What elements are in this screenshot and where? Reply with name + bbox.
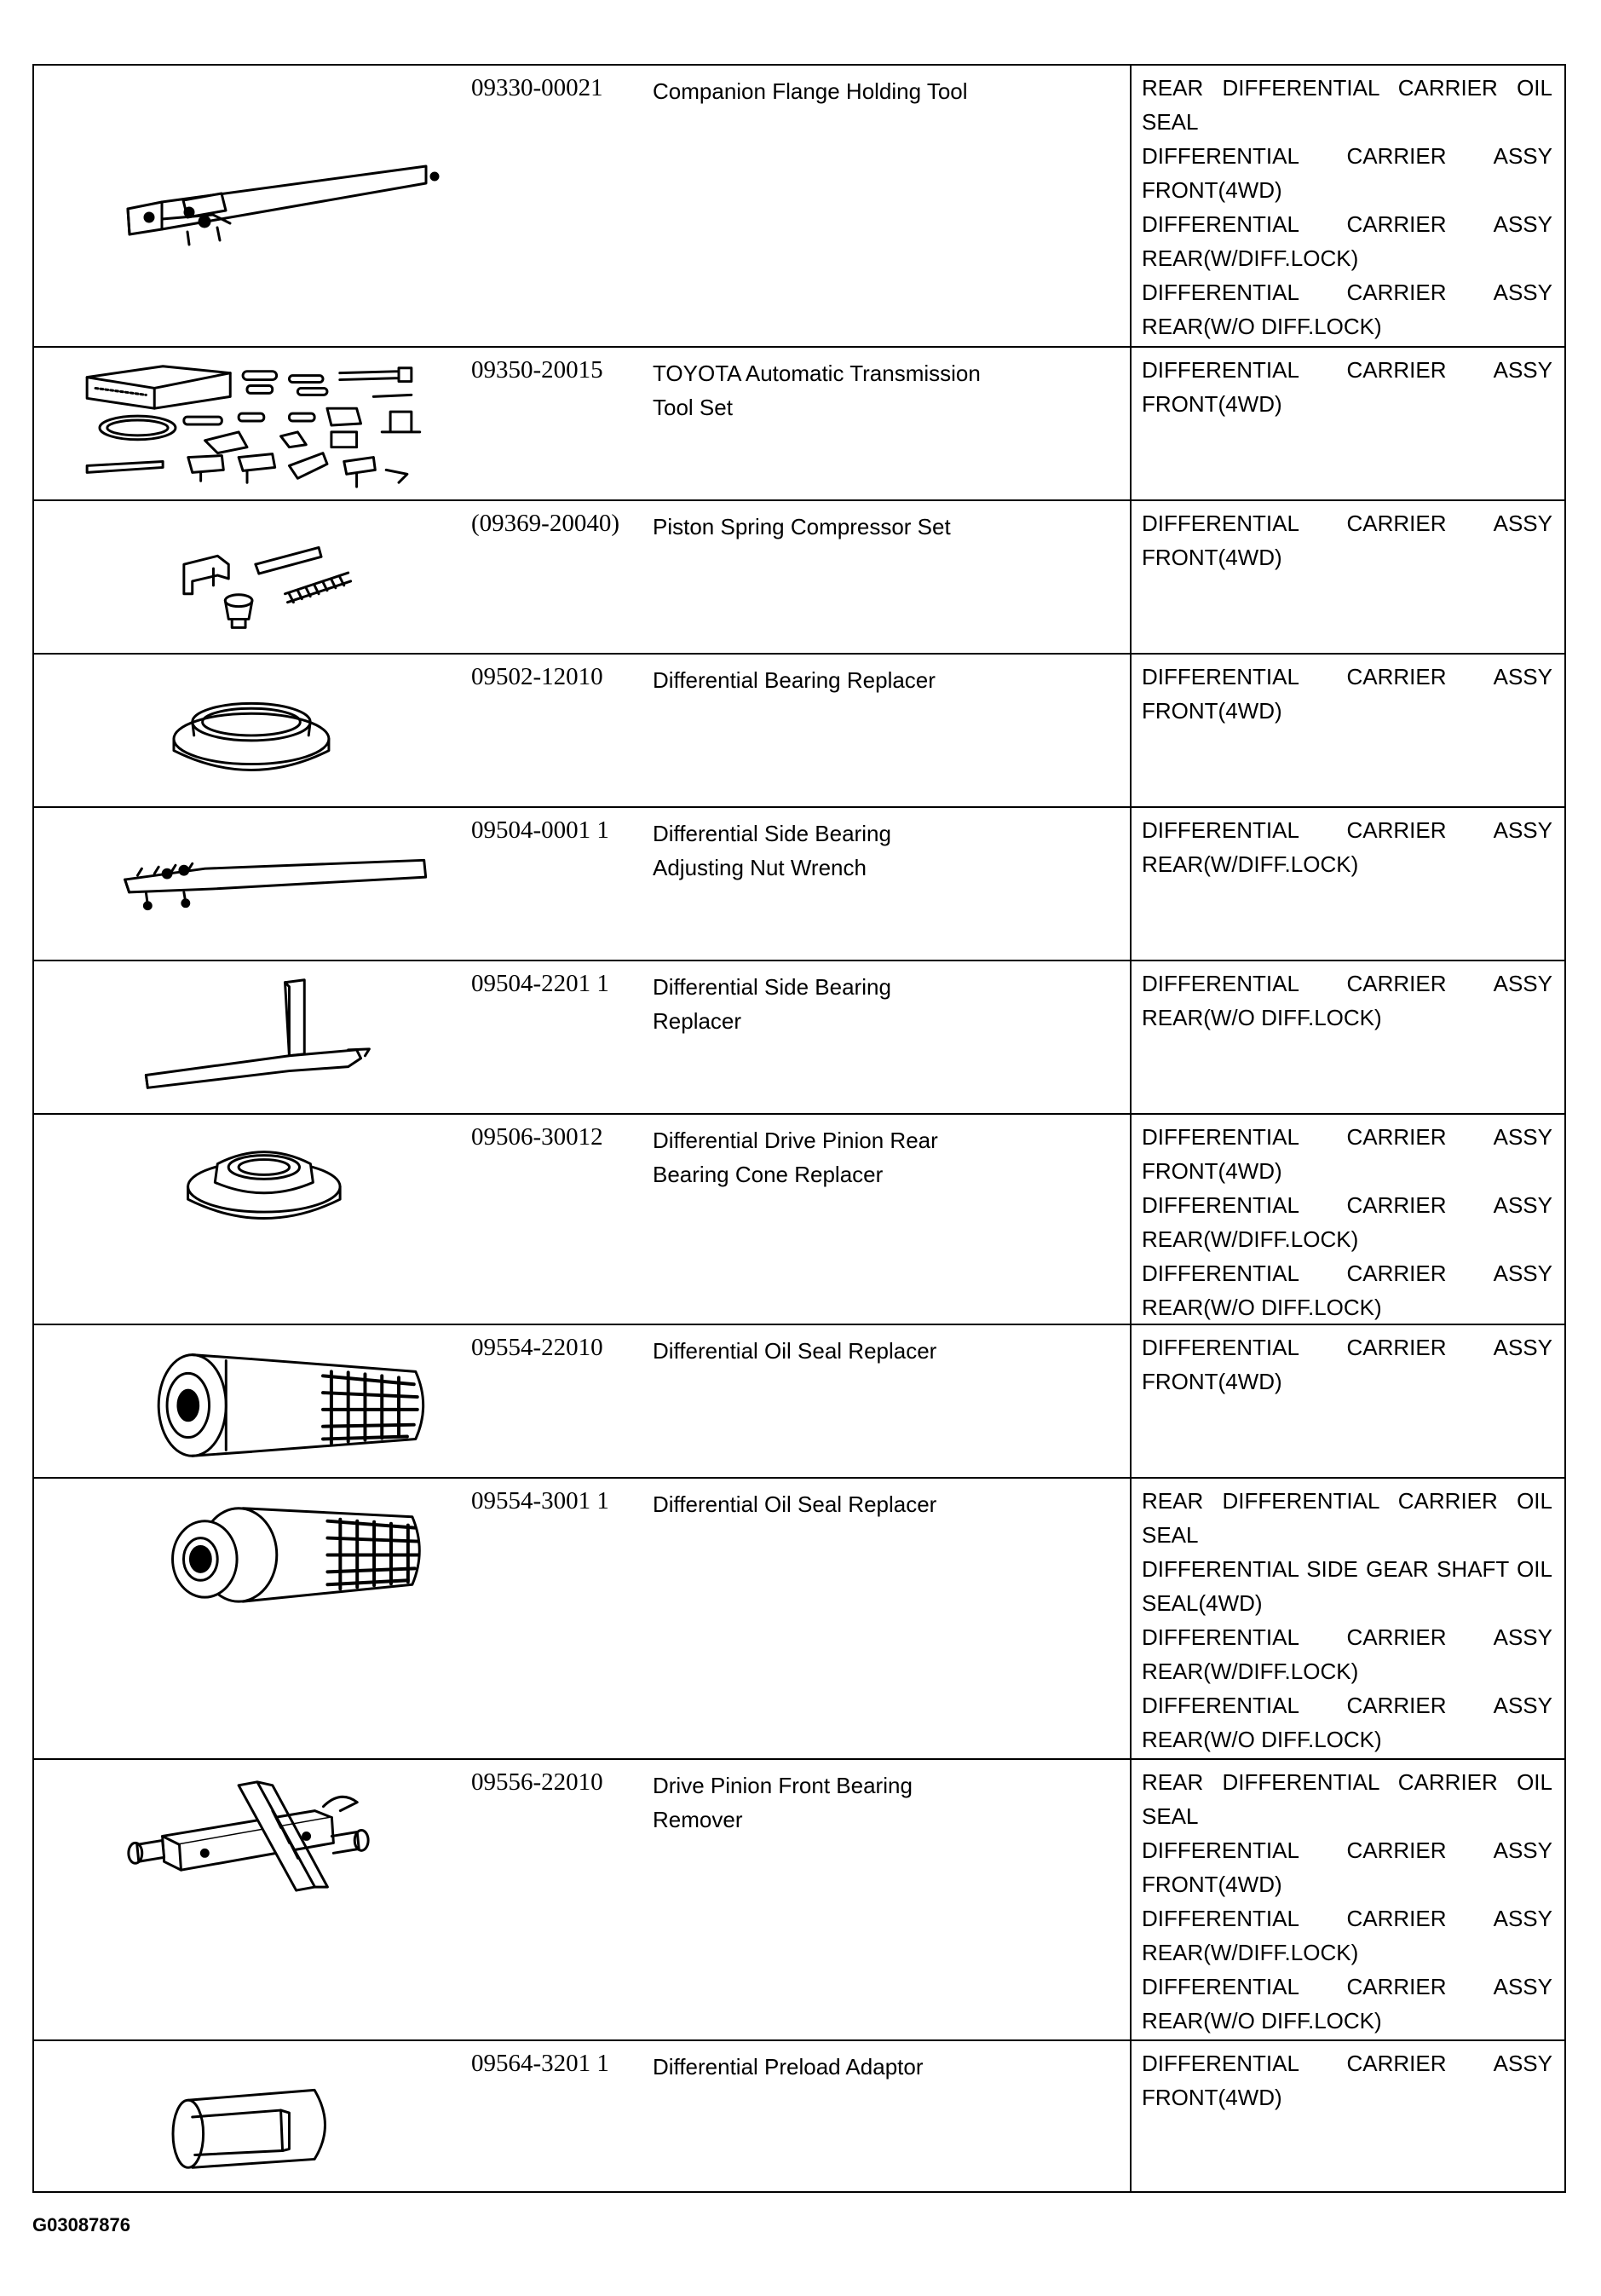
applicable-item: REAR DIFFERENTIAL CARRIER OIL SEAL bbox=[1142, 1769, 1552, 1829]
adjusting-nut-wrench-icon bbox=[34, 808, 463, 960]
applicable-item: REAR DIFFERENTIAL CARRIER OIL SEAL bbox=[1142, 75, 1552, 135]
illustration-cell bbox=[34, 348, 463, 499]
tool-name bbox=[646, 66, 1130, 346]
illustration-cell bbox=[34, 961, 463, 1113]
applicable-item: DIFFERENTIAL CARRIER ASSY FRONT(4WD) bbox=[1142, 1335, 1552, 1394]
applicable-item: DIFFERENTIAL SIDE GEAR SHAFT OIL SEAL(4WD) bbox=[1142, 1556, 1552, 1616]
applicable-item: DIFFERENTIAL CARRIER ASSY FRONT(4WD) bbox=[1142, 1124, 1552, 1184]
applicable-item: DIFFERENTIAL CARRIER ASSY REAR(W/O DIFF.LOCK) bbox=[1142, 971, 1552, 1030]
tool-name bbox=[646, 1760, 1130, 2039]
tool-name-line: Drive Pinion Front Bearing bbox=[653, 1773, 913, 1798]
applicable-item: REAR DIFFERENTIAL CARRIER OIL SEAL bbox=[1142, 1488, 1552, 1548]
applicable-section bbox=[1130, 501, 1564, 653]
applicable-section bbox=[1130, 348, 1564, 499]
illustration-cell bbox=[34, 1115, 463, 1324]
part-number: 09502-12010 bbox=[471, 663, 603, 690]
tool-name bbox=[646, 961, 1130, 1113]
side-bearing-replacer-icon bbox=[34, 961, 463, 1113]
tool-row bbox=[34, 2039, 1564, 2191]
tool-row bbox=[34, 806, 1564, 960]
tool-name bbox=[646, 501, 1130, 653]
illustration-cell bbox=[34, 501, 463, 653]
illustration-cell bbox=[34, 1325, 463, 1477]
part-number: 09554-3001 1 bbox=[471, 1487, 609, 1514]
applicable-item: DIFFERENTIAL CARRIER ASSY REAR(W/O DIFF.LOCK) bbox=[1142, 280, 1552, 339]
part-number: 09350-20015 bbox=[471, 356, 603, 384]
tool-name-line: TOYOTA Automatic Transmission bbox=[653, 361, 981, 386]
applicable-item: DIFFERENTIAL CARRIER ASSY FRONT(4WD) bbox=[1142, 357, 1552, 417]
tool-set-icon bbox=[34, 348, 463, 499]
tool-name bbox=[646, 808, 1130, 960]
bearing-remover-icon bbox=[34, 1760, 463, 2039]
applicable-section bbox=[1130, 1760, 1564, 2039]
applicable-item: DIFFERENTIAL CARRIER ASSY REAR(W/O DIFF.LOCK) bbox=[1142, 1260, 1552, 1320]
applicable-item: DIFFERENTIAL CARRIER ASSY REAR(W/DIFF.LOCK) bbox=[1142, 817, 1552, 877]
oil-seal-replacer-icon bbox=[34, 1325, 463, 1477]
applicable-item: DIFFERENTIAL CARRIER ASSY REAR(W/DIFF.LOCK) bbox=[1142, 211, 1552, 271]
applicable-section bbox=[1130, 2041, 1564, 2191]
tool-name-line: Bearing Cone Replacer bbox=[653, 1162, 884, 1187]
tool-name-line: Adjusting Nut Wrench bbox=[653, 855, 867, 880]
tool-name-line: Differential Drive Pinion Rear bbox=[653, 1128, 938, 1153]
applicable-item: DIFFERENTIAL CARRIER ASSY FRONT(4WD) bbox=[1142, 2051, 1552, 2110]
figure-code: G03087876 bbox=[32, 2214, 130, 2235]
tool-row bbox=[34, 66, 1564, 346]
tool-name-line: Differential Bearing Replacer bbox=[653, 667, 936, 693]
illustration-cell bbox=[34, 808, 463, 960]
applicable-item: DIFFERENTIAL CARRIER ASSY REAR(W/O DIFF.LOCK) bbox=[1142, 1974, 1552, 2034]
illustration-cell bbox=[34, 66, 463, 346]
applicable-item: DIFFERENTIAL CARRIER ASSY REAR(W/DIFF.LOCK) bbox=[1142, 1906, 1552, 1965]
applicable-item: DIFFERENTIAL CARRIER ASSY FRONT(4WD) bbox=[1142, 143, 1552, 203]
illustration-cell bbox=[34, 1760, 463, 2039]
part-number: 09504-0001 1 bbox=[471, 816, 609, 844]
part-number: (09369-20040) bbox=[471, 510, 619, 537]
tool-row bbox=[34, 960, 1564, 1113]
applicable-section bbox=[1130, 655, 1564, 806]
tool-name-line: Replacer bbox=[653, 1008, 742, 1034]
tool-name-line: Differential Side Bearing bbox=[653, 821, 891, 846]
tool-name bbox=[646, 1479, 1130, 1758]
tool-name bbox=[646, 348, 1130, 499]
tool-row bbox=[34, 346, 1564, 499]
tool-name-line: Differential Side Bearing bbox=[653, 974, 891, 1000]
applicable-section bbox=[1130, 961, 1564, 1113]
tool-name bbox=[646, 2041, 1130, 2191]
part-number: 09504-2201 1 bbox=[471, 970, 609, 997]
part-number: 09556-22010 bbox=[471, 1768, 603, 1796]
oil-seal-replacer-icon bbox=[34, 1479, 463, 1758]
preload-adaptor-icon bbox=[34, 2041, 463, 2191]
applicable-section bbox=[1130, 1115, 1564, 1324]
tool-row bbox=[34, 1113, 1564, 1324]
applicable-item: DIFFERENTIAL CARRIER ASSY REAR(W/O DIFF.LOCK) bbox=[1142, 1693, 1552, 1752]
part-number: 09564-3201 1 bbox=[471, 2050, 609, 2077]
part-number: 09506-30012 bbox=[471, 1123, 603, 1151]
sst-table bbox=[32, 64, 1566, 2193]
part-number: 09554-22010 bbox=[471, 1334, 603, 1361]
tool-row bbox=[34, 499, 1564, 653]
tool-name-line: Tool Set bbox=[653, 395, 733, 420]
tool-name bbox=[646, 1325, 1130, 1477]
tool-name-line: Differential Oil Seal Replacer bbox=[653, 1338, 937, 1364]
part-number: 09330-00021 bbox=[471, 74, 603, 101]
applicable-section bbox=[1130, 808, 1564, 960]
applicable-item: DIFFERENTIAL CARRIER ASSY FRONT(4WD) bbox=[1142, 1837, 1552, 1897]
tool-row bbox=[34, 1324, 1564, 1477]
illustration-cell bbox=[34, 2041, 463, 2191]
applicable-item: DIFFERENTIAL CARRIER ASSY FRONT(4WD) bbox=[1142, 511, 1552, 570]
tool-name bbox=[646, 1115, 1130, 1324]
applicable-item: DIFFERENTIAL CARRIER ASSY REAR(W/DIFF.LOCK) bbox=[1142, 1624, 1552, 1684]
tool-name bbox=[646, 655, 1130, 806]
bearing-replacer-icon bbox=[34, 655, 463, 806]
illustration-cell bbox=[34, 1479, 463, 1758]
tool-row bbox=[34, 653, 1564, 806]
tool-name-line: Differential Oil Seal Replacer bbox=[653, 1491, 937, 1517]
companion-flange-holding-tool-icon bbox=[34, 66, 463, 346]
illustration-cell bbox=[34, 655, 463, 806]
tool-row bbox=[34, 1758, 1564, 2039]
tool-name-line: Companion Flange Holding Tool bbox=[653, 78, 968, 104]
tool-name-line: Piston Spring Compressor Set bbox=[653, 514, 951, 539]
bearing-cone-replacer-icon bbox=[34, 1115, 463, 1324]
tool-name-line: Remover bbox=[653, 1807, 743, 1832]
applicable-section bbox=[1130, 1325, 1564, 1477]
applicable-section bbox=[1130, 66, 1564, 346]
applicable-item: DIFFERENTIAL CARRIER ASSY REAR(W/DIFF.LOCK) bbox=[1142, 1192, 1552, 1252]
piston-spring-compressor-icon bbox=[34, 501, 463, 653]
applicable-item: DIFFERENTIAL CARRIER ASSY FRONT(4WD) bbox=[1142, 664, 1552, 724]
tool-row bbox=[34, 1477, 1564, 1758]
applicable-section bbox=[1130, 1479, 1564, 1758]
tool-name-line: Differential Preload Adaptor bbox=[653, 2054, 924, 2080]
